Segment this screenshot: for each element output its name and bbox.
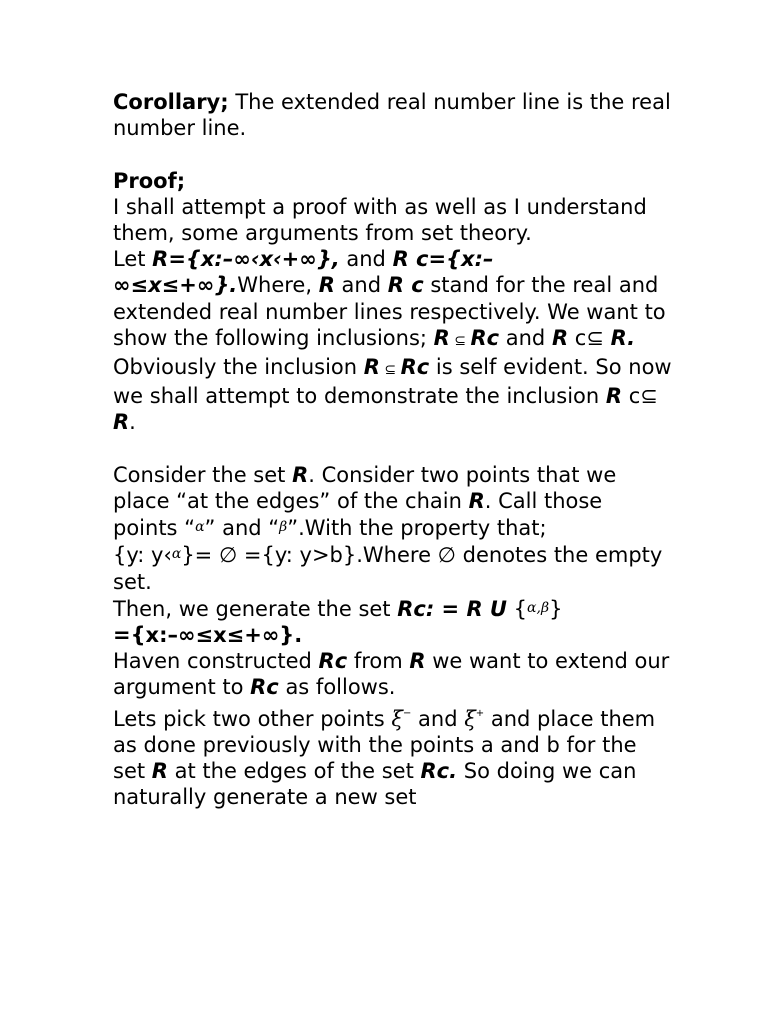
symbol-r: R xyxy=(151,759,168,784)
text-and: and xyxy=(411,706,465,731)
spacer xyxy=(113,141,673,167)
text-and: and xyxy=(339,247,393,272)
text-and: ” and “ xyxy=(204,516,280,541)
text-as-follows: as follows. xyxy=(278,675,396,700)
text-haven: Haven constructed xyxy=(113,649,319,674)
proof-intro: I shall attempt a proof with as well as I understand them, some arguments from set theory. xyxy=(113,194,647,245)
set-expression-rest: }= ∅ ={y: y>b}.Where ∅ denotes the empty set. xyxy=(113,543,663,594)
symbol-r: R xyxy=(551,325,569,350)
consider-paragraph xyxy=(113,462,673,595)
corollary-text: The extended real number line is the real number line. xyxy=(113,90,671,141)
symbol-rc: Rc xyxy=(318,649,348,674)
subset-symbol: ⊆ xyxy=(449,332,471,349)
brace: { xyxy=(507,596,528,621)
set-rc-definition: R c={x:–∞≤x≤+∞}. xyxy=(113,247,494,298)
plus-superscript: + xyxy=(475,707,485,719)
symbol-r: R xyxy=(468,489,485,514)
text-period: . xyxy=(129,410,136,435)
xi-symbol: ξ xyxy=(391,706,403,731)
haven-paragraph xyxy=(113,648,673,700)
set-r-definition: R={x:–∞‹x‹+∞}, xyxy=(152,247,340,272)
symbol-r: R. xyxy=(610,325,636,350)
minus-superscript: − xyxy=(402,707,412,719)
symbol-rc: Rc. xyxy=(420,759,458,784)
symbol-r: R xyxy=(605,384,623,409)
text-consider-points: . Consider two points that we place “at the edges” of the chain xyxy=(113,462,617,514)
alpha-symbol: α xyxy=(171,546,182,563)
symbol-r: R xyxy=(113,410,130,435)
generate-paragraph xyxy=(113,595,673,648)
symbol-r: R xyxy=(363,355,380,380)
symbol-r: R xyxy=(409,649,426,674)
corollary-paragraph xyxy=(113,89,673,141)
text-from: from xyxy=(347,649,410,674)
symbol-rc: R c xyxy=(387,273,424,298)
beta-symbol: β xyxy=(279,519,288,536)
symbol-rc: Rc xyxy=(470,325,500,350)
comma: , xyxy=(536,599,541,616)
proof-label: Proof; xyxy=(113,168,186,193)
rc-equation: Rc: = R U xyxy=(397,596,507,621)
text-lets-pick: Lets pick two other points xyxy=(113,706,392,731)
symbol-rc: Rc xyxy=(250,675,279,700)
subset-symbol: c⊆ xyxy=(568,325,611,350)
text-edges: at the edges of the set xyxy=(167,759,421,784)
text-where: Where, xyxy=(237,273,319,298)
text-then: Then, we generate the set xyxy=(113,596,398,621)
set-expression: {y: y‹ xyxy=(113,543,172,568)
symbol-r: R xyxy=(433,325,450,350)
document-body xyxy=(113,89,673,810)
rc-set-definition: ={x:–∞≤x≤+∞}. xyxy=(113,623,303,648)
text-extend: we want to extend our argument to xyxy=(113,649,670,700)
text-stand-for: stand for the real and extended real number lines respectively. We want to show the following inclusions; xyxy=(113,273,666,350)
text-place-them: and place them as done previously with the points a and b for the set xyxy=(113,706,656,784)
beta-symbol: β xyxy=(540,599,550,616)
definitions-paragraph xyxy=(113,246,673,354)
text-new-set: So doing we can naturally generate a new set xyxy=(113,759,637,810)
brace: } xyxy=(549,596,563,621)
symbol-r: R xyxy=(292,462,309,487)
text-self-evident: is self evident. So now we shall attempt to demonstrate the inclusion xyxy=(113,355,672,409)
text-consider: Consider the set xyxy=(113,462,293,487)
spacer xyxy=(113,436,673,462)
text-obviously: Obviously the inclusion xyxy=(113,355,364,380)
alpha-symbol: α xyxy=(527,599,537,616)
pick-paragraph xyxy=(113,701,673,811)
obvious-paragraph xyxy=(113,354,673,436)
proof-heading xyxy=(113,168,673,194)
subset-symbol: c⊆ xyxy=(622,384,658,409)
symbol-r: R xyxy=(318,273,335,298)
corollary-label: Corollary; xyxy=(113,90,229,114)
symbol-rc: Rc xyxy=(400,355,430,380)
subset-symbol: ⊆ xyxy=(379,362,401,379)
alpha-symbol: α xyxy=(195,519,205,536)
xi-symbol: ξ xyxy=(464,706,476,731)
text-and: and xyxy=(334,273,388,298)
text-property: ”.With the property that; xyxy=(287,516,547,541)
text-and: and xyxy=(499,325,552,350)
text-call-points: . Call those points “ xyxy=(113,489,603,541)
text-let: Let xyxy=(113,247,153,272)
